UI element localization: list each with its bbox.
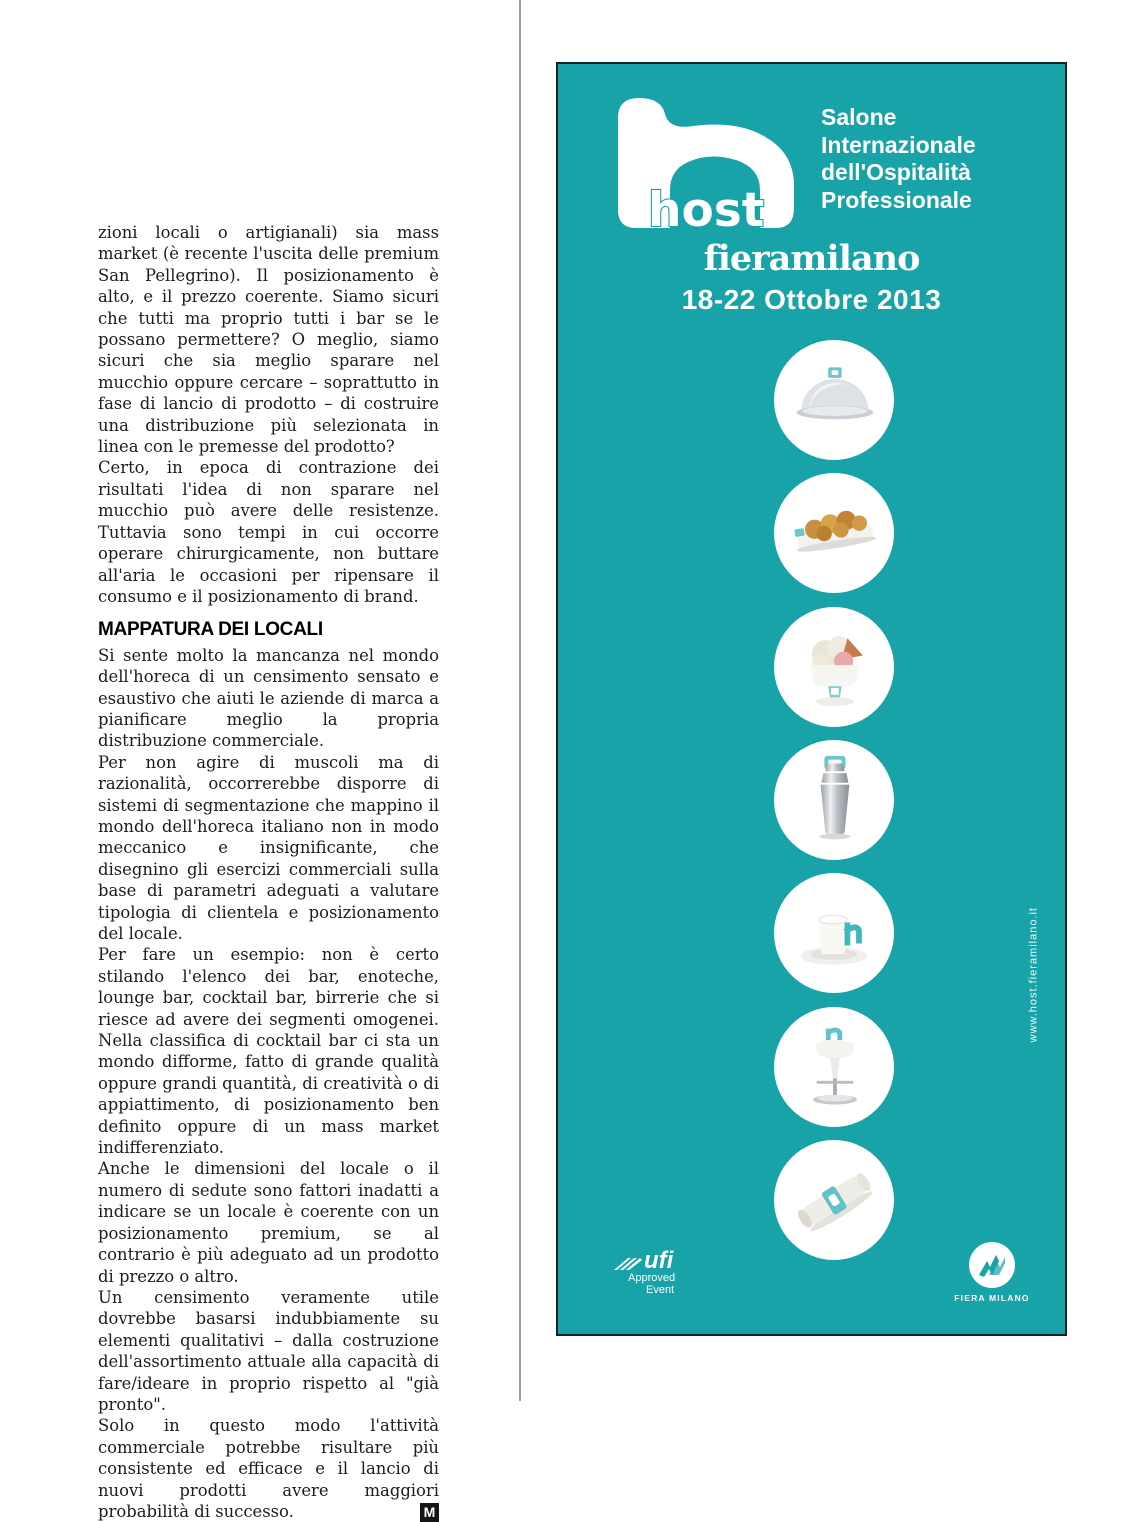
fiera-milano-logo [954, 1242, 1030, 1303]
host-advertisement [556, 62, 1067, 1336]
ufi-event-label: Event [646, 1284, 675, 1296]
fiera-milano-wordmark: FIERA MILANO [954, 1293, 1030, 1303]
ufi-wing-icon [612, 1250, 642, 1272]
espresso-cup-image [786, 885, 882, 981]
section-heading: MAPPATURA DEI LOCALI [98, 619, 323, 641]
host-logo [608, 90, 798, 245]
article-paragraph: Anche le dimensioni del locale o il numero di sedute sono fattori inadatti a indicare se un locale è coerente con un posizionamento premium, se al contrario è più adeguato ad un prodotto di prezzo o altro. [98, 1159, 439, 1286]
tagline-line: Salone [821, 104, 897, 130]
product-circle-stool [774, 1007, 894, 1127]
ufi-approved-event-logo [612, 1247, 722, 1296]
product-circle-shaker [774, 740, 894, 860]
fiera-milano-zigzag-icon [977, 1253, 1007, 1277]
article-paragraph: Per non agire di muscoli ma di razionalità, occorrerebbe disporre di sistemi di segmentazione che mappino il mondo dell'horeca italiano non in modo meccanico e insignificante, che disegnino gli esercizi commerciali sulla base di parametri adeguati a valutare tipologia di clientela e posizionamento del locale. [98, 752, 439, 943]
paragraph-text: Solo in questo modo l'attività commerciale potrebbe risultare più consistente ed efficace e il lancio di nuovi prodotti avere maggiori probabilità di successo. [98, 1416, 439, 1521]
ice-cream-image [786, 619, 882, 715]
tagline-line: Internazionale [821, 131, 976, 158]
article-paragraph: Un censimento veramente utile dovrebbe basarsi indubbiamente su elementi qualitativi – dalla costruzione dell'assortimento attuale alla capacità di fare/ideare in proprio rispetto al "già pronto". [98, 1287, 439, 1414]
product-circle-icecream [774, 607, 894, 727]
host-h-icon [608, 90, 798, 240]
website-url: www.host.fieramilano.it [1027, 907, 1039, 1043]
article-paragraph-last [98, 1415, 439, 1522]
cocktail-shaker-image [786, 752, 882, 848]
article-paragraph: Si sente molto la mancanza nel mondo dell'horeca di un censimento sensato e esaustivo che aiuti le aziende di marca a pianificare meglio la propria distribuzione commerciale. [98, 645, 439, 751]
article-paragraph: Certo, in epoca di contrazione dei risultati l'idea di non sparare nel mucchio può avere delle resistenze. Tuttavia sono tempi in cui occorre operare chirurgicamente, non buttare all'aria le occasioni per ripensare il consumo e il posizionamento di brand. [98, 458, 439, 606]
product-circle-cloche [774, 340, 894, 460]
product-circle-pastries [774, 473, 894, 593]
product-circle-cup [774, 873, 894, 993]
event-dates: 18-22 Ottobre 2013 [681, 284, 942, 315]
fiera-milano-icon [969, 1242, 1015, 1288]
pastry-tray-image [786, 485, 882, 581]
article-paragraph: Per fare un esempio: non è certo stilando l'elenco dei bar, enoteche, lounge bar, cocktail bar, birrerie che si riesce ad avere dei segmenti omogenei. Nella classifica di cocktail bar ci sta un mondo difforme, fatto di grande qualità oppure grandi quantità, di creatività o di appiattimento, di posizionamento ben definito oppure di un mass market indifferenziato. [98, 945, 439, 1158]
cloche-image [786, 352, 882, 448]
column-divider-line [519, 0, 521, 1401]
fieramilano-wordmark: fieramilano [703, 238, 920, 279]
tagline-line: Professionale [821, 186, 972, 213]
host-logo-wordmark: host [648, 183, 765, 238]
napkin-ring-image [786, 1152, 882, 1248]
ufi-approved-label: Approved [628, 1272, 676, 1284]
article-paragraph: zioni locali o artigianali) sia mass market (è recente l'uscita delle premium San Pellegrino). Il posizionamento è alto, e il prezzo coerente. Siamo sicuri che tutti ma proprio tutti i bar se le possano permettere? O meglio, siamo sicuri che sia meglio sparare nel mucchio oppure cercare – soprattutto in fase di lancio di prodotto – di costruire una distribuzione più selezionata in linea con le premesse del prodotto? [98, 223, 439, 457]
product-circle-napkin [774, 1140, 894, 1260]
ad-tagline [821, 104, 976, 214]
bar-stool-image [786, 1019, 882, 1115]
end-of-article-marker: M [420, 1503, 439, 1522]
article-column [98, 222, 439, 1522]
tagline-line: dell'Ospitalità [821, 159, 971, 185]
ufi-wordmark: ufi [644, 1247, 674, 1274]
